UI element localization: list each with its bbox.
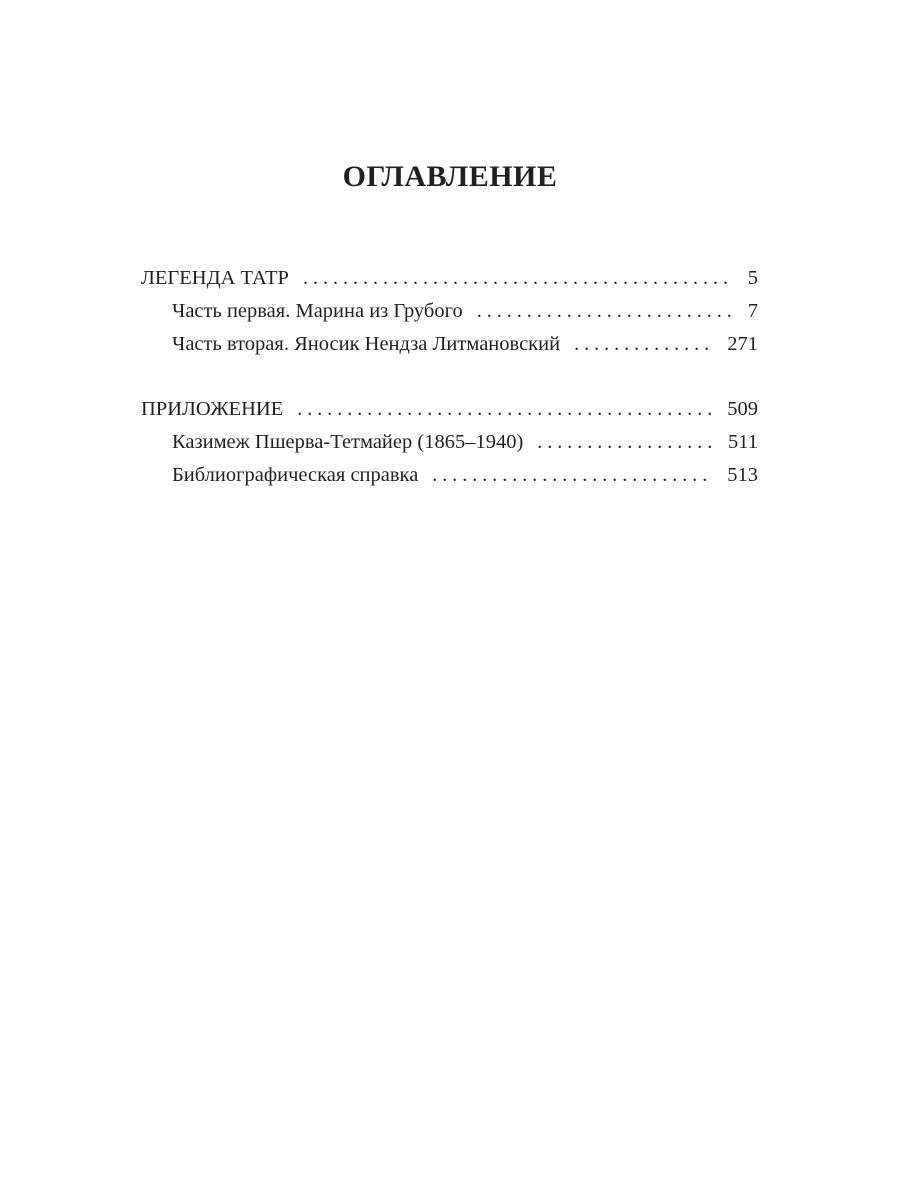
toc-entry-title: Казимеж Пшерва-Тетмайер (1865–1940) bbox=[172, 431, 524, 453]
dot-leader bbox=[537, 426, 714, 459]
page-title: ОГЛАВЛЕНИЕ bbox=[342, 160, 558, 193]
toc-entry-title: Библиографическая справка bbox=[172, 464, 419, 486]
toc-subentry[interactable] bbox=[141, 295, 758, 328]
toc-page-number: 509 bbox=[727, 398, 758, 420]
toc-entry-title: Часть вторая. Яносик Нендза Литмановский bbox=[172, 333, 561, 355]
dot-leader bbox=[297, 393, 713, 426]
toc-subentry[interactable] bbox=[141, 426, 758, 459]
toc-entry-title: Часть первая. Марина из Грубого bbox=[172, 300, 463, 322]
dot-leader bbox=[574, 328, 713, 361]
toc-page-number: 513 bbox=[727, 464, 758, 486]
toc-section-legend bbox=[141, 262, 758, 361]
toc-subentry[interactable] bbox=[141, 459, 758, 492]
dot-leader bbox=[432, 459, 713, 492]
toc-entry-title: ПРИЛОЖЕНИЕ bbox=[141, 398, 284, 420]
table-of-contents bbox=[141, 262, 758, 492]
toc-page-number: 271 bbox=[727, 333, 758, 355]
dot-leader bbox=[303, 262, 734, 295]
toc-section-appendix bbox=[141, 393, 758, 492]
toc-page-number: 5 bbox=[747, 267, 758, 289]
toc-entry[interactable] bbox=[141, 262, 758, 295]
toc-entry-title: ЛЕГЕНДА ТАТР bbox=[141, 267, 289, 289]
toc-subentry[interactable] bbox=[141, 328, 758, 361]
toc-page-number: 511 bbox=[728, 431, 758, 453]
toc-page-number: 7 bbox=[747, 300, 758, 322]
dot-leader bbox=[477, 295, 734, 328]
toc-entry[interactable] bbox=[141, 393, 758, 426]
